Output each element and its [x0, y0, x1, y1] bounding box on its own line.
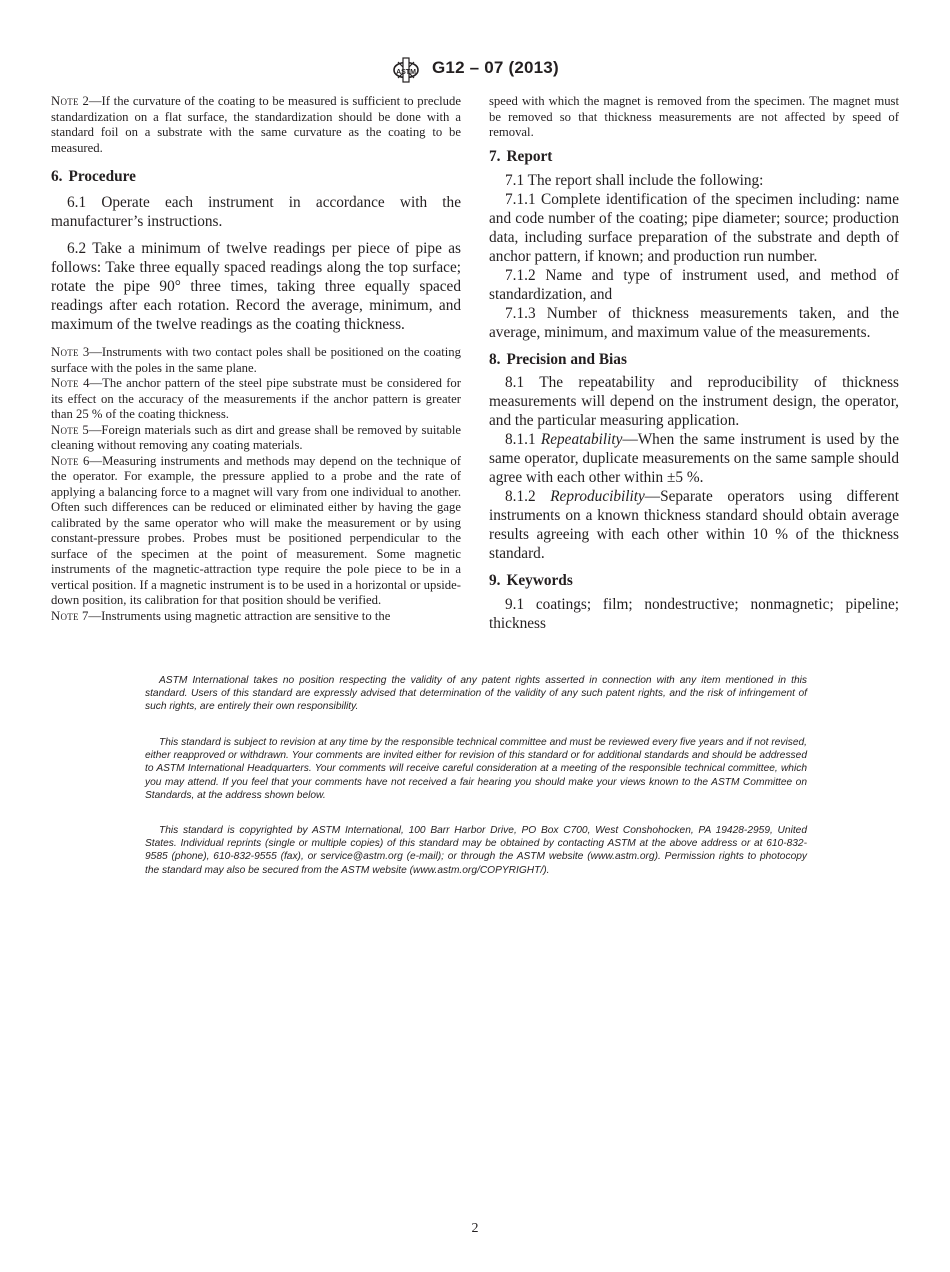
logo-text: ASTM	[396, 69, 416, 76]
page-header	[0, 54, 950, 86]
note-6: Note 6—Measuring instruments and methods may depend on the technique of the operator. For example, the pressure applied to a probe and the rate of applying a balancing force to a magnet will vary from one individual to another. Often such differences can be reduced or eliminated either by having the gage calibrated by the same operator who will make the measurement or by using constant-pressure probes. Probes must be positioned perpendicular to the surface of the specimen at the point of measurement. Some magnetic instruments of the magnetic-attraction type require the pole piece to be in a vertical position. If a magnetic instrument is to be used in a horizontal or upside-down position, its calibration for that position should be verified.	[51, 453, 461, 607]
note-4: Note 4—The anchor pattern of the steel pipe substrate must be considered for its effect on the accuracy of the measurements if the anchor pattern is greater than 25 % of the coating thickness.	[51, 376, 461, 421]
page-number: 2	[471, 1221, 479, 1236]
footer-revision-notice: This standard is subject to revision at any time by the responsible technical committee and must be reviewed every five years and if not revised, either reapproved or withdrawn. Your comments are invited either for revision of this standard or for additional standards and should be addressed to ASTM International Headquarters. Your comments will receive careful consideration at a meeting of the responsible technical committee, which you may attend. If you feel that your comments have not received a fair hearing you should make your views known to the ASTM Committee on Standards, at the address shown below.	[145, 737, 807, 801]
para-9-1: 9.1 coatings; film; nondestructive; nonmagnetic; pipeline; thickness	[489, 595, 899, 632]
section-6-heading: 6. Procedure	[51, 168, 136, 185]
footer-patent-notice: ASTM International takes no position respecting the validity of any patent rights asserted in connection with any item mentioned in this standard. Users of this standard are expressly advised that determination of the validity of any such patent rights, and the risk of infringement of such rights, are entirely their own responsibility.	[145, 675, 807, 713]
astm-logo-icon	[388, 54, 424, 86]
para-7-1-3: 7.1.3 Number of thickness measurements taken, and the average, minimum, and maximum value of the measurements.	[489, 304, 899, 341]
standard-designation: G12 – 07 (2013)	[432, 58, 559, 77]
footer-copyright-notice: This standard is copyrighted by ASTM International, 100 Barr Harbor Drive, PO Box C700, West Conshohocken, PA 19428-2959, United States. Individual reprints (single or multiple copies) of this standard may be obtained by contacting ASTM at the above address or at 610-832-9585 (phone), 610-832-9555 (fax), or service@astm.org (e-mail); or through the ASTM website (www.astm.org). Permission rights to photocopy the standard may also be secured from the ASTM website (www.astm.org/COPYRIGHT/).	[145, 825, 807, 876]
section-7-heading: 7. Report	[489, 147, 553, 165]
para-7-1: 7.1 The report shall include the following:	[505, 171, 764, 189]
para-7-1-2: 7.1.2 Name and type of instrument used, and method of standardization, and	[489, 266, 899, 303]
para-6-1: 6.1 Operate each instrument in accordance with the manufacturer’s instructions.	[51, 194, 461, 230]
para-6-2: 6.2 Take a minimum of twelve readings per piece of pipe as follows: Take three equally spaced readings along the top surface; rotate the pipe 90° three times, taking three equally spaced readings after each rotation. Record the average, minimum, and maximum of the twelve readings as the coating thickness.	[51, 240, 461, 333]
note-7-continued: speed with which the magnet is removed from the specimen. The magnet must be removed so that thickness measurements are not affected by speed of removal.	[489, 94, 899, 139]
para-8-1: 8.1 The repeatability and reproducibility of thickness measurements will depend on the instrument design, the operator, and the particular measuring application.	[489, 373, 899, 429]
para-8-1-2: 8.1.2 Reproducibility—Separate operators using different instruments on a known thickness standard should obtain average results agreeing with each other within 10 % of the thickness standard.	[489, 487, 900, 562]
note-7: Note 7—Instruments using magnetic attraction are sensitive to the	[51, 608, 391, 623]
right-column	[489, 94, 899, 633]
section-8-heading: 8. Precision and Bias	[489, 350, 627, 368]
note-5: Note 5—Foreign materials such as dirt and grease shall be removed by suitable cleaning without removing any coating materials.	[51, 422, 461, 452]
note-2: Note 2—If the curvature of the coating to be measured is sufficient to preclude standardization on a flat surface, the standardization should be done with a standard foil on a substrate with the same curvature as the coating to be measured.	[51, 94, 461, 155]
para-7-1-1: 7.1.1 Complete identification of the specimen including: name and code number of the coating; pipe diameter; source; production data, including surface preparation of the substrate and depth of anchor pattern, if known; and production run number.	[489, 190, 899, 265]
para-8-1-1: 8.1.1 Repeatability—When the same instrument is used by the same operator, duplicate measurements on the same sample should agree with each other within ±5 %.	[489, 430, 899, 486]
note-3: Note 3—Instruments with two contact poles shall be positioned on the coating surface with the poles in the same plane.	[51, 345, 461, 375]
left-column	[51, 94, 461, 624]
section-9-heading: 9. Keywords	[489, 571, 573, 589]
